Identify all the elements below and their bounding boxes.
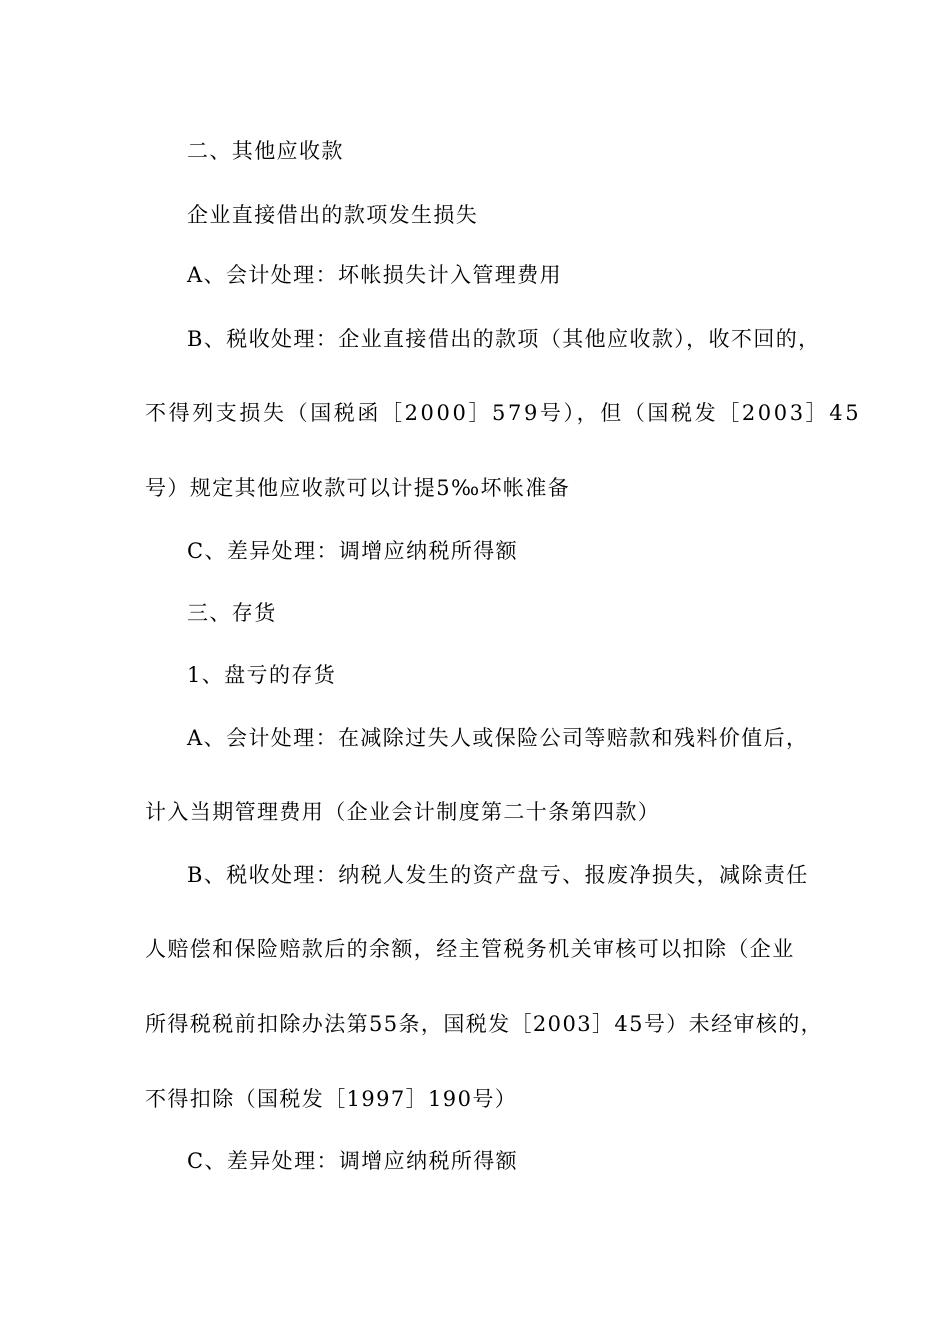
paragraph-line: 所得税税前扣除办法第55条，国税发［2003］45号）未经审核的， [145, 1012, 824, 1036]
section-heading-other-receivables: 二、其他应收款 [187, 139, 344, 163]
paragraph-line: 人赔偿和保险赔款后的余额，经主管税务机关审核可以扣除（企业 [145, 937, 795, 961]
section-heading-inventory: 三、存货 [187, 601, 277, 625]
paragraph-line: C、差异处理：调增应纳税所得额 [187, 539, 519, 563]
paragraph-line: C、差异处理：调增应纳税所得额 [187, 1149, 519, 1173]
paragraph-line: A、会计处理：坏帐损失计入管理费用 [187, 263, 562, 287]
subsection-heading: 1、盘亏的存货 [187, 663, 337, 687]
paragraph-line: 计入当期管理费用（企业会计制度第二十条第四款） [145, 800, 661, 824]
paragraph-line: A、会计处理：在减除过失人或保险公司等赔款和残料价值后， [187, 726, 809, 750]
paragraph-line: 不得扣除（国税发［1997］190号） [145, 1087, 518, 1111]
paragraph-line: B、税收处理：纳税人发生的资产盘亏、报废净损失，减除责任 [187, 863, 809, 887]
paragraph-line: 号）规定其他应收款可以计提5‰坏帐准备 [145, 476, 571, 500]
paragraph-line: 不得列支损失（国税函［2000］579号），但（国税发［2003］45 [145, 401, 862, 425]
paragraph-line: B、税收处理：企业直接借出的款项（其他应收款），收不回的， [187, 327, 821, 351]
paragraph-line: 企业直接借出的款项发生损失 [187, 203, 479, 227]
